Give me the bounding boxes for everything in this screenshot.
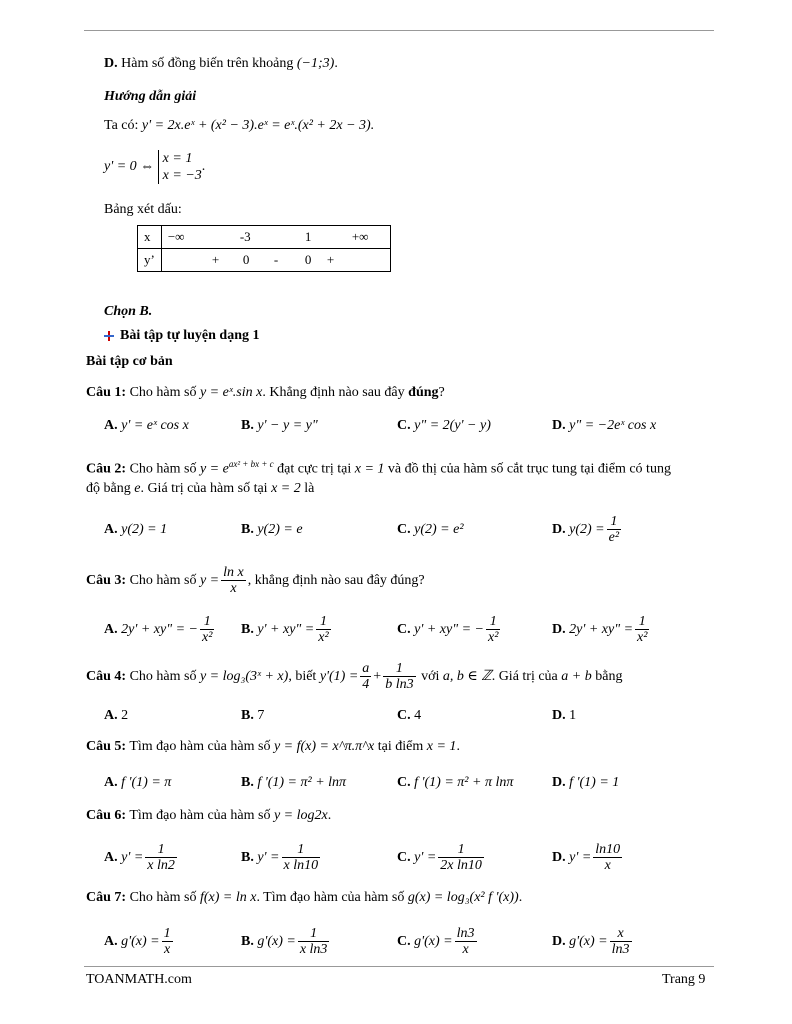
guide-title: Hướng dẫn giải	[104, 89, 197, 104]
q5-option-a[interactable]: A. f '(1) = π	[104, 775, 172, 790]
q3-option-a[interactable]: A. 2y' + xy" = − $\frac{1}{\text{x²}}$	[104, 614, 213, 646]
question-2-cont: độ bằng e. Giá trị của hàm số tại x = 2 là	[86, 481, 315, 496]
basic-header: Bài tập cơ bản	[86, 354, 173, 369]
question-6: Câu 6: Tìm đạo hàm của hàm số y = log2x.	[86, 808, 332, 823]
question-3: Câu 3: Cho hàm số y = $\frac{\text{ln x}}{x}$ , khẳng định nào sau đây đúng?	[86, 565, 425, 597]
q5-option-d[interactable]: D. f '(1) = 1	[552, 775, 620, 790]
header-rule	[84, 30, 714, 31]
q7-option-b[interactable]: B. g'(x) = $\frac{1}{\text{x ln3}}$	[241, 926, 328, 958]
sign-table-label: Bảng xét dấu:	[104, 202, 182, 217]
q1-option-d[interactable]: D. y" = −2eˣ cos x	[552, 418, 657, 433]
footer-site: TOANMATH.com	[86, 972, 192, 987]
question-2: Câu 2: Cho hàm số $y = e^{ax^2 + bx + c}$ đạt cực trị tại x = 1 và đồ thị của hàm số cắt trục tung tại điểm có tung	[86, 459, 671, 477]
question-1: Câu 1: Cho hàm số y = eˣ.sin x. Khẳng định nào sau đây đúng?	[86, 385, 445, 400]
q3-option-d[interactable]: D. 2y' + xy" = $\frac{1}{\text{x²}}$	[552, 614, 648, 646]
q6-option-d[interactable]: D. y' = $\frac{\ln 10}{x}$	[552, 842, 621, 874]
footer-rule	[84, 966, 714, 967]
q4-option-d[interactable]: D. 1	[552, 708, 577, 723]
q6-option-b[interactable]: B. y' = $\frac{1}{\text{x ln10}}$	[241, 842, 319, 874]
question-4: Câu 4: Cho hàm số y = log₃(3ˣ + x), biết y'(1) = $\frac{a}{4}$ + $\frac{1}{\text{b ln3}}$ với a, b ∈ ℤ. Giá trị của a + b bằng	[86, 661, 623, 693]
table-row: y’ + 0 - 0 +	[138, 249, 391, 272]
q2-option-b[interactable]: B. y(2) = e	[241, 522, 303, 537]
q4-option-c[interactable]: C. 4	[397, 708, 422, 723]
q5-option-c[interactable]: C. f '(1) = π² + π lnπ	[397, 775, 514, 790]
answer-choice: Chọn B.	[104, 304, 153, 319]
q2-option-c[interactable]: C. y(2) = e²	[397, 522, 464, 537]
q7-option-a[interactable]: A. g'(x) = $\frac{1}{x}$	[104, 926, 171, 958]
q7-option-d[interactable]: D. g'(x) = $\frac{x}{\ln 3}$	[552, 926, 630, 958]
q3-option-b[interactable]: B. y' + xy" = $\frac{1}{\text{x²}}$	[241, 614, 329, 646]
sign-table	[137, 225, 391, 272]
question-7: Câu 7: Cho hàm số f(x) = ln x. Tìm đạo hàm của hàm số g(x) = log₃(x² f '(x)).	[86, 890, 523, 905]
pin-icon	[104, 331, 114, 341]
q6-option-a[interactable]: A. y' = $\frac{1}{\text{x ln2}}$	[104, 842, 175, 874]
q2-option-d[interactable]: D. y(2) = $\frac{1}{\text{e²}}$	[552, 514, 620, 546]
footer-page-number: Trang 9	[662, 972, 706, 987]
q1-option-a[interactable]: A. y' = eˣ cos x	[104, 418, 189, 433]
prev-option-d: D. Hàm số đồng biến trên khoảng (−1;3).	[104, 56, 338, 71]
derivative-line: Ta có: y' = 2x.eˣ + (x² − 3).eˣ = eˣ.(x² + 2x − 3).	[104, 118, 375, 133]
question-5: Câu 5: Tìm đạo hàm của hàm số y = f(x) = x^π.π^x tại điểm x = 1.	[86, 739, 460, 754]
q4-option-a[interactable]: A. 2	[104, 708, 129, 723]
table-row: x −∞ -3 1 +∞	[138, 226, 391, 249]
q7-option-c[interactable]: C. g'(x) = $\frac{\ln 3}{x}$	[397, 926, 475, 958]
q4-option-b[interactable]: B. 7	[241, 708, 265, 723]
q5-option-b[interactable]: B. f '(1) = π² + lnπ	[241, 775, 347, 790]
q3-option-c[interactable]: C. y' + xy" = − $\frac{1}{\text{x²}}$	[397, 614, 499, 646]
solve-line: y' = 0 ⇔ x = 1 x = −3 .	[104, 151, 206, 183]
q6-option-c[interactable]: C. y' = $\frac{1}{\text{2x ln10}}$	[397, 842, 482, 874]
system-brace: x = 1 x = −3	[158, 150, 202, 184]
q1-option-b[interactable]: B. y' − y = y"	[241, 418, 318, 433]
q2-option-a[interactable]: A. y(2) = 1	[104, 522, 168, 537]
q1-option-c[interactable]: C. y" = 2(y' − y)	[397, 418, 491, 433]
exercise-header: Bài tập tự luyện dạng 1	[104, 326, 260, 346]
